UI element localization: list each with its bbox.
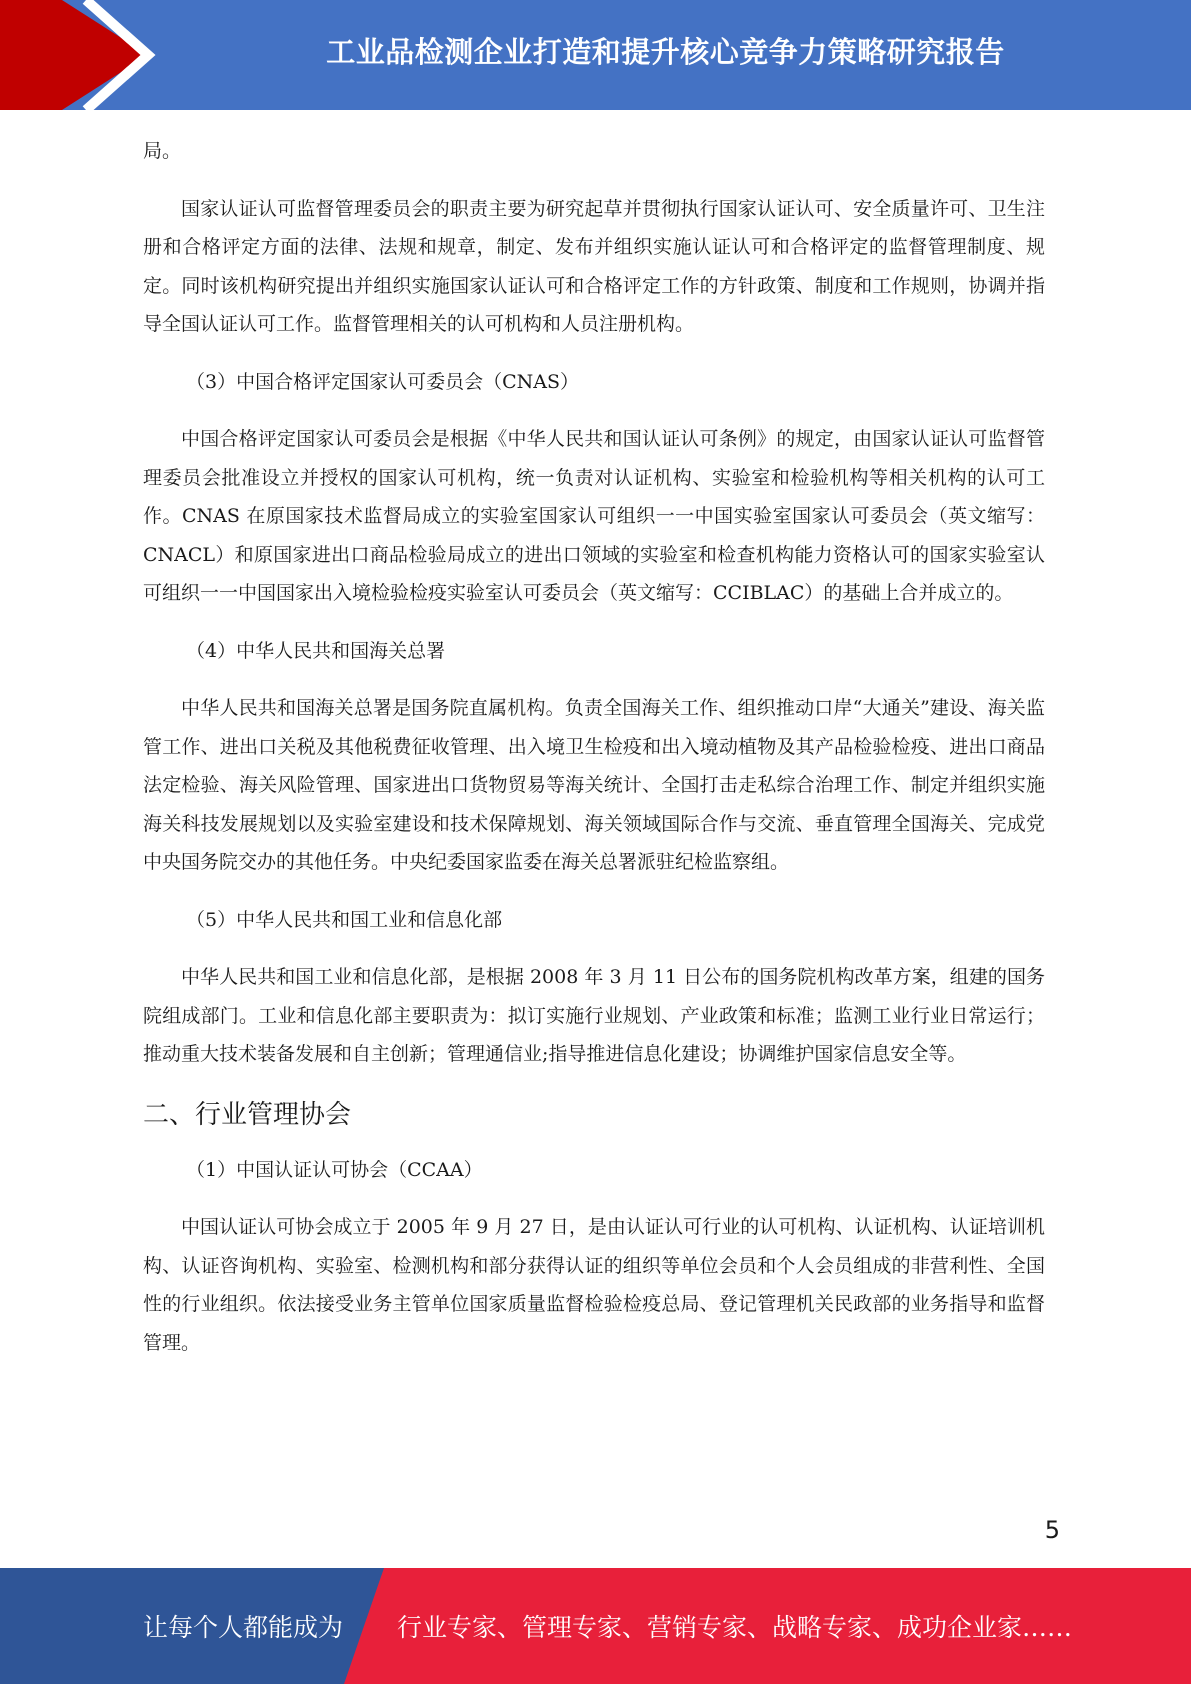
paragraph-continuation: 局。 (143, 140, 182, 162)
paragraph-ccaa: 中国认证认可协会成立于 2005 年 9 月 27 日，是由认证认可行业的认可机构、认证机构、认证培训机构、认证咨询机构、实验室、检测机构和部分获得认证的组织等单位会员和个人会员组成的非营利性、全国性的行业组织。依法接受业务主管单位国家质量监督检验检疫总局、登记管理机关民政部的业务指导和监督管理。 (143, 1216, 1045, 1354)
subheading-miit: （5）中华人民共和国工业和信息化部 (186, 908, 503, 931)
footer-slogan-left: 让每个人都能成为 (143, 1613, 344, 1642)
paragraph-cnas: 中国合格评定国家认可委员会是根据《中华人民共和国认证认可条例》的规定，由国家认证认可监督管理委员会批准设立并授权的国家认可机构，统一负责对认证机构、实验室和检验机构等相关机构的认可工作。CNAS 在原国家技术监督局成立的实验室国家认可组织一一中国实验室国家认可委员会（英文缩写：CNACL）和原国家进出口商品检验局成立的进出口领域的实验室和检查机构能力资格认可的国家实验室认可组织一一中国国家出入境检验检疫实验室认可委员会（英文缩写：CCIBLAC）的基础上合并成立的。 (143, 428, 1045, 604)
paragraph-customs: 中华人民共和国海关总署是国务院直属机构。负责全国海关工作、组织推动口岸“大通关”建设、海关监管工作、进出口关税及其他税费征收管理、出入境卫生检疫和出入境动植物及其产品检验检疫、进出口商品法定检验、海关风险管理、国家进出口货物贸易等海关统计、全国打击走私综合治理工作、制定并组织实施海关科技发展规划以及实验室建设和技术保障规划、海关领域国际合作与交流、垂直管理全国海关、完成党中央国务院交办的其他任务。中央纪委国家监委在海关总署派驻纪检监察组。 (143, 697, 1045, 873)
page-number: 5 (1044, 1516, 1060, 1544)
page-body (143, 132, 1045, 1381)
subheading-ccaa: （1）中国认证认可协会（CCAA） (186, 1158, 483, 1181)
paragraph-miit: 中华人民共和国工业和信息化部，是根据 2008 年 3 月 11 日公布的国务院机构改革方案，组建的国务院组成部门。工业和信息化部主要职责为：拟订实施行业规划、产业政策和标准；监测工业行业日常运行；推动重大技术装备发展和自主创新；管理通信业;指导推进信息化建设；协调维护国家信息安全等。 (143, 966, 1045, 1065)
paragraph-cnca-duties: 国家认证认可监督管理委员会的职责主要为研究起草并贯彻执行国家认证认可、安全质量许可、卫生注册和合格评定方面的法律、法规和规章，制定、发布并组织实施认证认可和合格评定的监督管理制度、规定。同时该机构研究提出并组织实施国家认证认可和合格评定工作的方针政策、制度和工作规则，协调并指导全国认证认可工作。监督管理相关的认可机构和人员注册机构。 (143, 197, 1045, 335)
subheading-cnas: （3）中国合格评定国家认可委员会（CNAS） (186, 370, 579, 393)
report-title: 工业品检测企业打造和提升核心竞争力策略研究报告 (326, 34, 1005, 69)
footer-slogan-right: 行业专家、管理专家、营销专家、战略专家、成功企业家…… (397, 1613, 1073, 1642)
section-heading-associations: 二、行业管理协会 (143, 1099, 352, 1130)
page-footer (0, 1568, 1191, 1684)
page-header (0, 0, 1191, 110)
subheading-customs: （4）中华人民共和国海关总署 (186, 639, 446, 662)
